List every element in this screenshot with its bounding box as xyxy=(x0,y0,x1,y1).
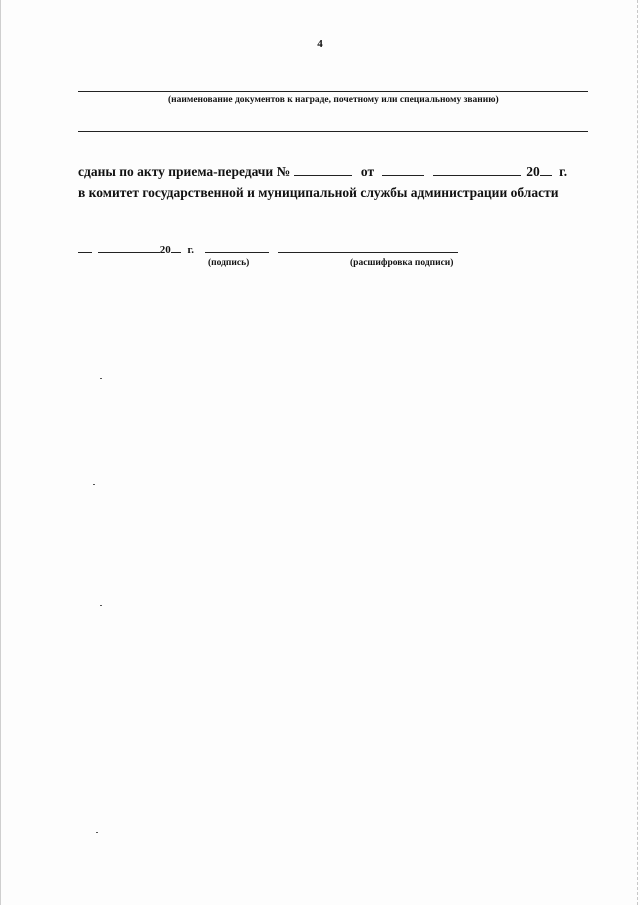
transfer-prefix: сданы по акту приема-передачи № xyxy=(78,164,291,179)
transfer-line-1 xyxy=(78,163,567,180)
act-month-blank xyxy=(433,163,521,176)
scan-speck xyxy=(100,605,102,606)
transfer-year-suffix: г. xyxy=(559,164,568,179)
scan-edge-right xyxy=(637,0,639,905)
signature-day-blank xyxy=(78,242,92,253)
signature-year-prefix: 20 xyxy=(159,244,171,256)
signature-row xyxy=(78,242,458,256)
documents-name-line-2 xyxy=(78,131,588,132)
page-number: 4 xyxy=(317,38,323,50)
signature-year-suffix: г. xyxy=(187,244,195,256)
signature-year-blank xyxy=(171,242,181,253)
documents-caption: (наименование документов к награде, почетному или специальному званию) xyxy=(168,95,499,105)
transfer-from: от xyxy=(360,164,375,179)
signature-caption: (подпись) xyxy=(208,258,250,268)
scan-speck xyxy=(96,832,98,833)
signature-decoding-blank xyxy=(278,242,458,253)
act-day-blank xyxy=(382,163,424,176)
signature-blank xyxy=(205,242,269,253)
transfer-line-2: в комитет государственной и муниципальной службы администрации области xyxy=(78,185,559,200)
scan-speck xyxy=(100,378,102,379)
scan-speck xyxy=(93,484,95,485)
transfer-year-prefix: 20 xyxy=(526,164,540,179)
scan-edge-left xyxy=(0,0,1,905)
documents-name-line xyxy=(78,91,588,92)
act-year-blank xyxy=(540,163,552,176)
act-number-blank xyxy=(294,163,352,176)
signature-month-blank xyxy=(98,242,160,253)
signature-decoding-caption: (расшифровка подписи) xyxy=(350,258,454,268)
